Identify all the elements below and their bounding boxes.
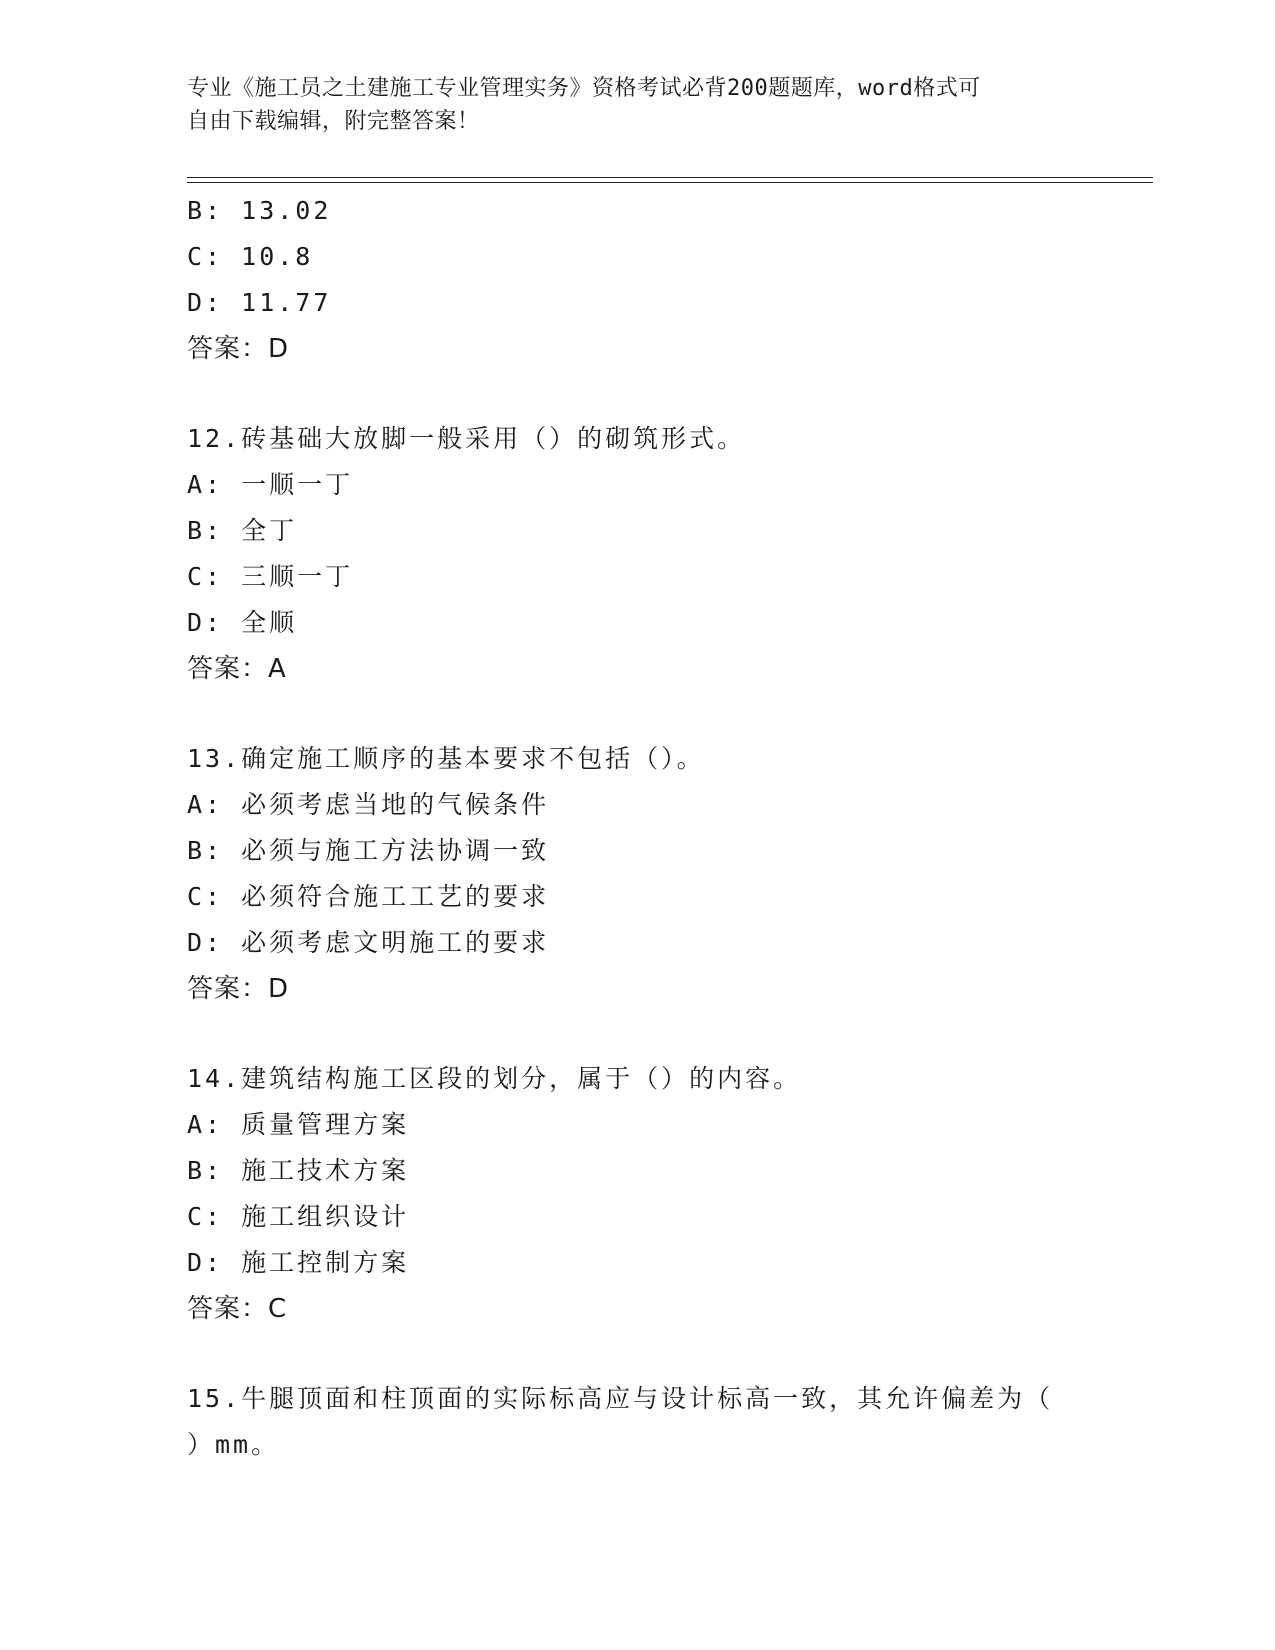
answer-line: 答案：A bbox=[187, 654, 287, 684]
option-a: A: 质量管理方案 bbox=[187, 1110, 410, 1139]
question-13 bbox=[187, 736, 1087, 1012]
question-11-continued bbox=[187, 188, 1087, 372]
answer-line: 答案：D bbox=[187, 974, 290, 1004]
option-b: B: 全丁 bbox=[187, 516, 298, 545]
question-stem: 12.砖基础大放脚一般采用（）的砌筑形式。 bbox=[187, 424, 746, 453]
option-a: A: 必须考虑当地的气候条件 bbox=[187, 790, 550, 819]
option-c: C: 必须符合施工工艺的要求 bbox=[187, 882, 550, 911]
header-title-line-2: 自由下载编辑，附完整答案！ bbox=[187, 109, 480, 134]
option-d: D: 全顺 bbox=[187, 608, 298, 637]
option-d: D: 施工控制方案 bbox=[187, 1248, 410, 1277]
option-d: D: 11.77 bbox=[187, 288, 332, 317]
option-b: B: 13.02 bbox=[187, 196, 332, 225]
question-stem-line-1: 15.牛腿顶面和柱顶面的实际标高应与设计标高一致，其允许偏差为（ bbox=[187, 1384, 1054, 1413]
spacer bbox=[187, 692, 1087, 736]
option-b: B: 必须与施工方法协调一致 bbox=[187, 836, 550, 865]
question-stem: 13.确定施工顺序的基本要求不包括（）。 bbox=[187, 744, 705, 773]
option-c: C: 三顺一丁 bbox=[187, 562, 354, 591]
header-title-line-1: 专业《施工员之土建施工专业管理实务》资格考试必背200题题库，word格式可 bbox=[187, 76, 981, 101]
header-divider bbox=[187, 177, 1153, 183]
question-stem: 14.建筑结构施工区段的划分，属于（）的内容。 bbox=[187, 1064, 802, 1093]
spacer bbox=[187, 1332, 1087, 1376]
question-15 bbox=[187, 1376, 1087, 1468]
option-b: B: 施工技术方案 bbox=[187, 1156, 410, 1185]
option-d: D: 必须考虑文明施工的要求 bbox=[187, 928, 550, 957]
answer-line: 答案：C bbox=[187, 1294, 288, 1324]
question-12 bbox=[187, 416, 1087, 692]
option-a: A: 一顺一丁 bbox=[187, 470, 354, 499]
document-header bbox=[187, 72, 1067, 138]
question-14 bbox=[187, 1056, 1087, 1332]
spacer bbox=[187, 372, 1087, 416]
spacer bbox=[187, 1012, 1087, 1056]
option-c: C: 10.8 bbox=[187, 242, 314, 271]
option-c: C: 施工组织设计 bbox=[187, 1202, 410, 1231]
question-stem-line-2: ）mm。 bbox=[187, 1430, 280, 1459]
answer-line: 答案：D bbox=[187, 334, 290, 364]
document-body bbox=[187, 188, 1087, 1468]
